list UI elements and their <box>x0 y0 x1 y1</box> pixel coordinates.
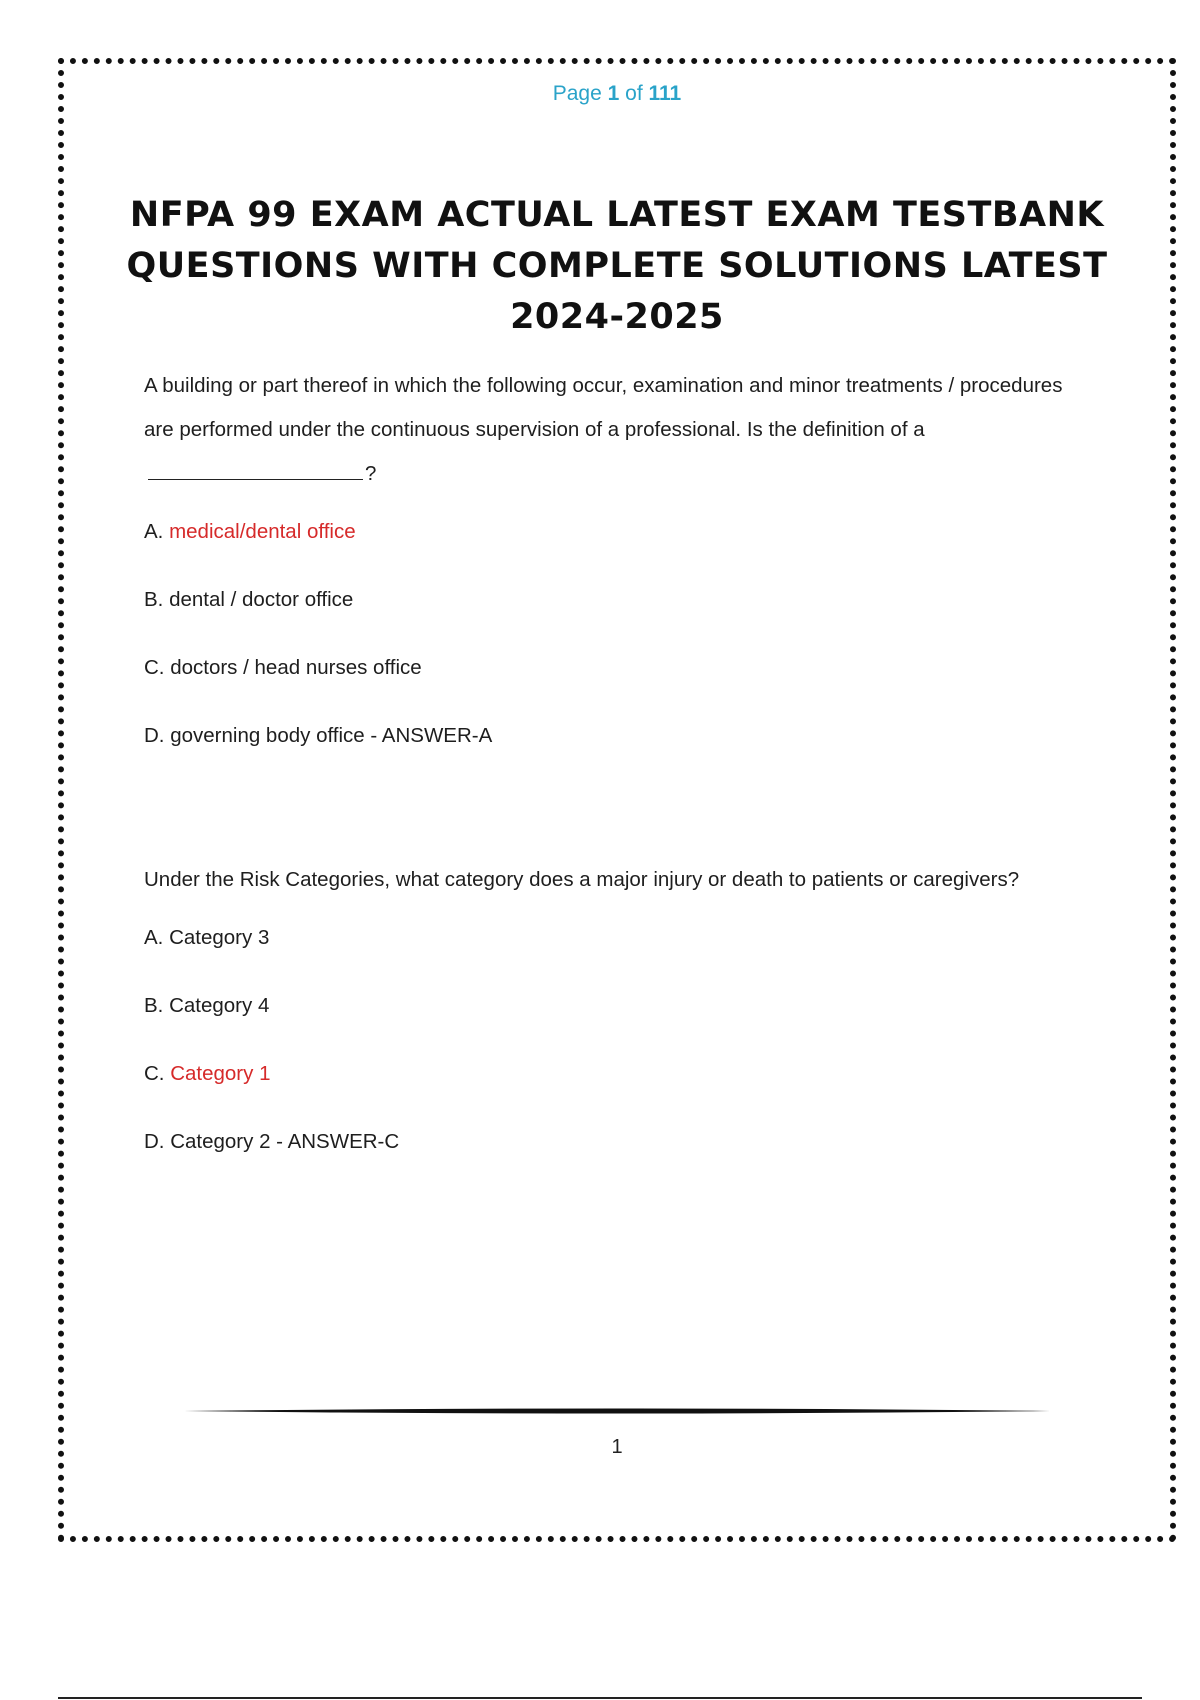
option-text: Category 2 - ANSWER-C <box>170 1130 400 1153</box>
option-text: Category 4 <box>169 994 270 1017</box>
question-2-option-b <box>144 994 1090 1062</box>
footer-page-number: 1 <box>611 1436 623 1458</box>
questions-content <box>144 364 1090 1198</box>
question-2-option-d <box>144 1130 1090 1198</box>
question-1-option-b <box>144 588 1090 656</box>
option-letter: A. <box>144 926 170 949</box>
option-text: doctors / head nurses office <box>170 656 422 679</box>
question-1-stem-end: ? <box>365 462 377 485</box>
option-text: dental / doctor office <box>169 588 354 611</box>
page-border <box>58 58 1176 1542</box>
option-letter: C. <box>144 1062 171 1085</box>
footer-divider <box>184 1407 1050 1415</box>
question-1-option-a <box>144 520 1090 588</box>
page-header <box>64 82 1170 106</box>
footer-divider-shape <box>184 1407 1050 1415</box>
option-text: Category 3 <box>169 926 270 949</box>
page-prefix: Page <box>552 82 608 105</box>
question-2-option-c <box>144 1062 1090 1130</box>
question-2-text: Under the Risk Categories, what category does a major injury or death to patients or caregivers? <box>144 868 1020 891</box>
question-1-option-d <box>144 724 1090 792</box>
option-letter: B. <box>144 994 170 1017</box>
option-letter: A. <box>144 520 170 543</box>
document-title: NFPA 99 EXAM ACTUAL LATEST EXAM TESTBANK QUESTIONS WITH COMPLETE SOLUTIONS LATEST 2024-2025 <box>126 195 1108 337</box>
question-2-option-a <box>144 926 1090 994</box>
total-pages: 111 <box>648 82 682 105</box>
current-page: 1 <box>607 82 620 105</box>
page-of-label: of <box>619 82 649 105</box>
next-page-edge <box>58 1697 1142 1699</box>
option-letter: B. <box>144 588 170 611</box>
option-text-correct: medical/dental office <box>169 520 356 543</box>
question-1-stem: A building or part thereof in which the following occur, examination and minor treatments / procedures are performed under the continuous supervision of a professional. Is the definition of a <box>144 374 1063 441</box>
question-1 <box>144 364 1090 792</box>
answer-blank <box>148 459 363 480</box>
question-2 <box>144 858 1090 1198</box>
option-text-correct: Category 1 <box>170 1062 271 1085</box>
option-text: governing body office - ANSWER-A <box>170 724 493 747</box>
option-letter: C. <box>144 656 171 679</box>
option-letter: D. <box>144 1130 171 1153</box>
question-1-text <box>144 364 1090 496</box>
question-1-option-c <box>144 656 1090 724</box>
option-letter: D. <box>144 724 171 747</box>
